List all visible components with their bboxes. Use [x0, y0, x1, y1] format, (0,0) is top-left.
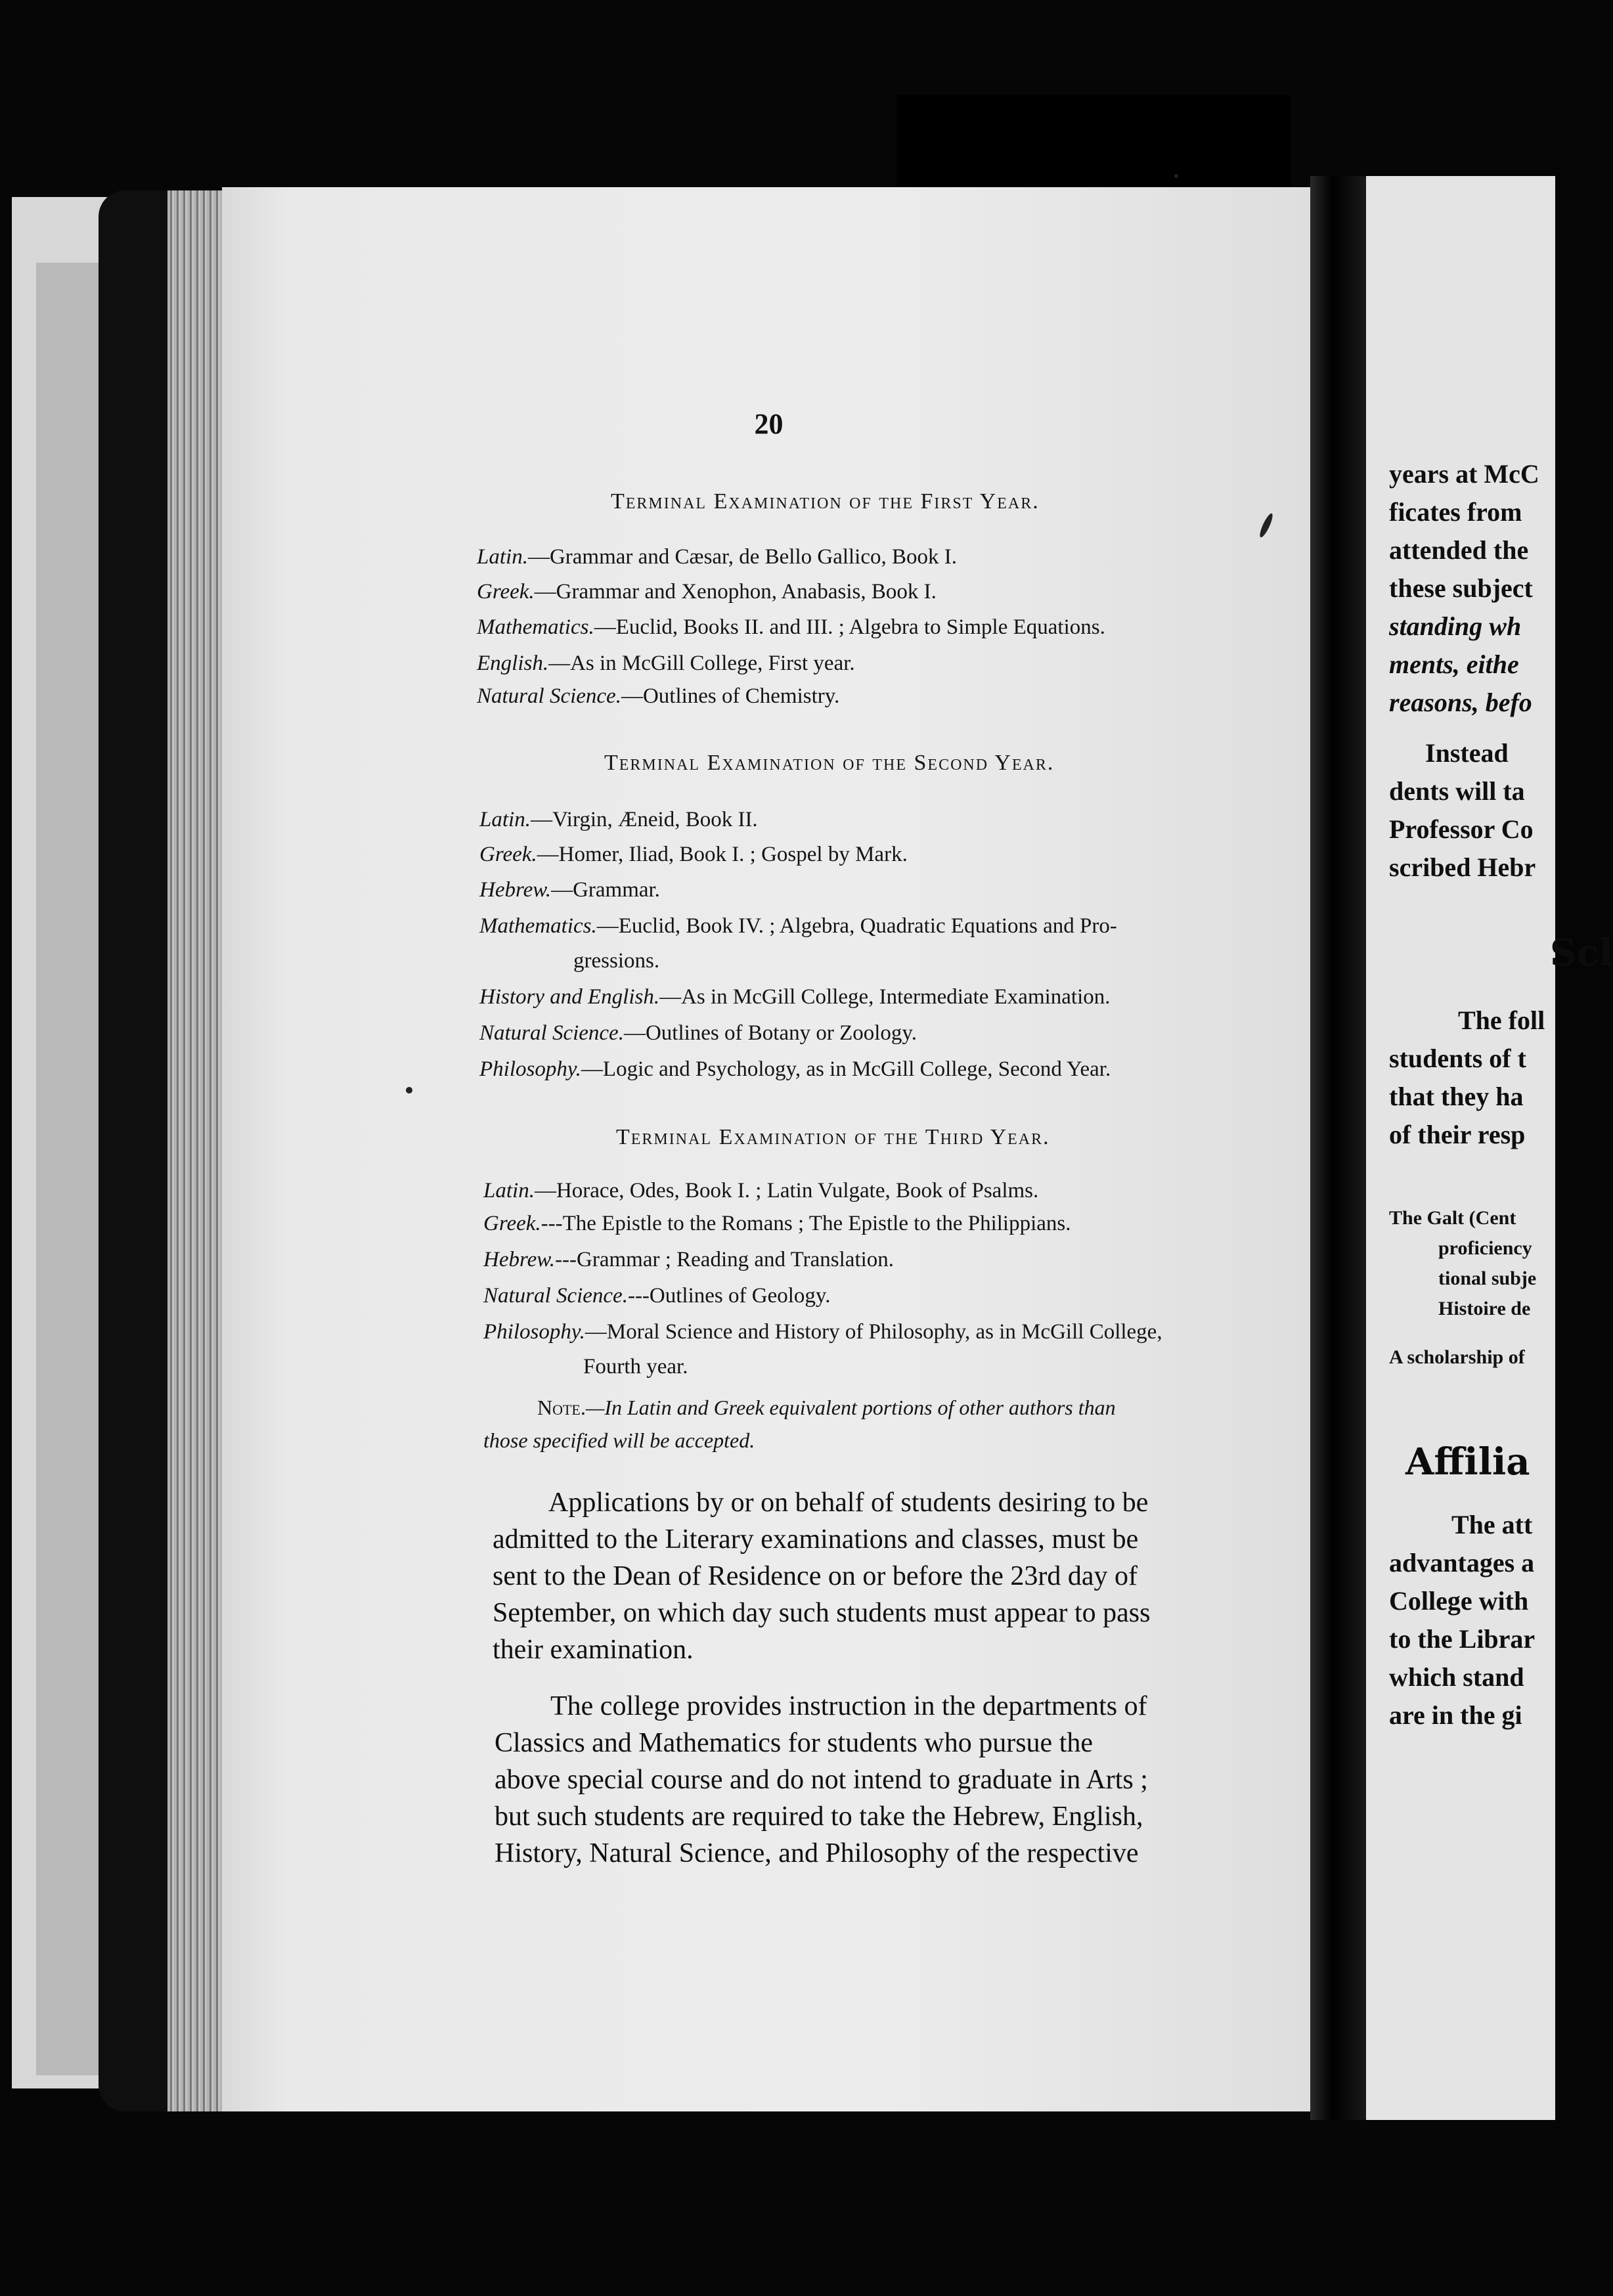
entry-first-latin — [477, 545, 957, 569]
right-line: dents will ta — [1389, 776, 1525, 806]
right-line: Professor Co — [1389, 814, 1534, 844]
note-text: —In Latin and Greek equivalent portions of other authors than — [585, 1396, 1116, 1419]
right-line: students of t — [1389, 1044, 1526, 1073]
entry-text: —As in McGill College, Intermediate Examination. — [659, 985, 1111, 1009]
entry-first-mathematics — [477, 615, 1105, 640]
right-line: Instead — [1425, 738, 1509, 768]
entry-first-natural-science — [477, 684, 839, 709]
section-heading-first-year: Terminal Examination of the First Year. — [611, 489, 1040, 514]
entry-second-philosophy — [479, 1057, 1111, 1082]
right-line: reasons, befo — [1389, 688, 1532, 717]
note-line-2: those specified will be accepted. — [483, 1428, 755, 1452]
left-page — [222, 187, 1315, 2111]
right-line: years at McC — [1389, 459, 1539, 489]
entry-text: —Moral Science and History of Philosophy, as in McGill College, — [585, 1320, 1162, 1344]
entry-first-greek — [477, 580, 937, 604]
right-small-line: proficiency — [1438, 1237, 1532, 1259]
entry-text: —Grammar and Xenophon, Anabasis, Book I. — [534, 580, 937, 604]
subject-label: Natural Science. — [477, 684, 621, 708]
entry-third-philosophy — [483, 1320, 1162, 1344]
entry-text: —Outlines of Botany or Zoology. — [623, 1021, 917, 1045]
entry-second-greek — [479, 843, 908, 867]
entry-third-latin — [483, 1179, 1038, 1203]
paragraph-line: Applications by or on behalf of students desiring to be — [548, 1488, 1149, 1518]
entry-second-natural-science — [479, 1021, 917, 1046]
right-line: of their resp — [1389, 1120, 1526, 1149]
subject-label: Latin. — [479, 808, 531, 831]
subject-label: Greek. — [477, 580, 535, 604]
right-line: to the Librar — [1389, 1624, 1536, 1654]
note-label: Note. — [537, 1396, 586, 1419]
right-small-line: Histoire de — [1438, 1298, 1531, 1319]
right-line: The foll — [1458, 1005, 1545, 1035]
subject-label: Latin. — [483, 1179, 535, 1203]
entry-third-hebrew — [483, 1248, 894, 1272]
entry-text: ---Grammar ; Reading and Translation. — [555, 1248, 895, 1271]
entry-text: —Horace, Odes, Book I. ; Latin Vulgate, Book of Psalms. — [534, 1179, 1039, 1203]
paragraph-line: admitted to the Literary examinations and classes, must be — [493, 1524, 1139, 1555]
subject-label: Natural Science. — [483, 1284, 628, 1308]
subject-label: Philosophy. — [479, 1057, 581, 1081]
paragraph-line: The college provides instruction in the departments of — [550, 1691, 1147, 1721]
entry-text: —Euclid, Books II. and III. ; Algebra to Simple Equations. — [594, 615, 1105, 639]
right-line: scribed Hebr — [1389, 852, 1536, 882]
subject-label: Mathematics. — [479, 914, 597, 938]
entry-third-philosophy-continued: Fourth year. — [583, 1355, 688, 1379]
note-line-1 — [537, 1396, 1116, 1420]
top-shadow — [896, 95, 1291, 194]
paragraph-line: Classics and Mathematics for students who pursue the — [495, 1728, 1093, 1758]
paragraph-line: History, Natural Science, and Philosophy of the respective — [495, 1838, 1139, 1868]
right-line: which stand — [1389, 1662, 1524, 1692]
entry-second-history-english — [479, 985, 1111, 1009]
right-page — [1366, 176, 1613, 2120]
subject-label: Mathematics. — [477, 615, 594, 639]
paragraph-line: above special course and do not intend to graduate in Arts ; — [495, 1765, 1148, 1795]
section-heading-third-year: Terminal Examination of the Third Year. — [616, 1125, 1050, 1149]
right-small-line: A scholarship of — [1389, 1346, 1525, 1368]
entry-text: —Grammar. — [551, 878, 660, 902]
right-line: that they ha — [1389, 1082, 1524, 1111]
right-line: attended the — [1389, 535, 1529, 565]
entry-second-mathematics-continued: gressions. — [573, 949, 660, 973]
entry-second-latin — [479, 808, 758, 832]
left-paper-inner — [36, 263, 99, 2075]
entry-third-natural-science — [483, 1284, 831, 1308]
entry-text: —As in McGill College, First year. — [548, 651, 855, 675]
subject-label: Philosophy. — [483, 1320, 585, 1344]
section-heading-second-year: Terminal Examination of the Second Year. — [604, 751, 1055, 775]
subject-label: English. — [477, 651, 549, 675]
page-edges — [167, 190, 227, 2111]
subject-label: Natural Science. — [479, 1021, 624, 1045]
entry-text: —Euclid, Book IV. ; Algebra, Quadratic Equations and Pro- — [596, 914, 1117, 938]
speck — [406, 1087, 412, 1093]
right-line: College with — [1389, 1586, 1529, 1616]
subject-label: Greek. — [483, 1212, 541, 1235]
entry-third-greek — [483, 1212, 1071, 1236]
entry-text: —Virgin, Æneid, Book II. — [530, 808, 758, 831]
subject-label: Hebrew. — [483, 1248, 556, 1271]
right-line: ments, eithe — [1389, 650, 1519, 679]
right-line: ficates from — [1389, 497, 1522, 527]
entry-text: —Homer, Iliad, Book I. ; Gospel by Mark. — [537, 843, 908, 866]
entry-second-mathematics — [479, 914, 1117, 938]
right-line: standing wh — [1389, 611, 1522, 641]
subject-label: Greek. — [479, 843, 537, 866]
right-small-line: The Galt (Cent — [1389, 1207, 1516, 1229]
right-small-line: tional subje — [1438, 1268, 1537, 1289]
subject-label: Hebrew. — [479, 878, 552, 902]
right-heading-scholarships: Scl — [1550, 931, 1613, 975]
right-heading-affiliation: Affilia — [1405, 1440, 1530, 1484]
entry-text: ---The Epistle to the Romans ; The Epistle to the Philippians. — [541, 1212, 1071, 1235]
entry-text: ---Outlines of Geology. — [627, 1284, 831, 1308]
right-line: are in the gi — [1389, 1700, 1522, 1730]
entry-second-hebrew — [479, 878, 660, 902]
right-line: The att — [1451, 1510, 1533, 1539]
right-line: these subject — [1389, 573, 1533, 603]
entry-text: —Logic and Psychology, as in McGill College, Second Year. — [581, 1057, 1111, 1081]
paragraph-line: but such students are required to take the Hebrew, English, — [495, 1801, 1143, 1832]
paragraph-line: September, on which day such students must appear to pass — [493, 1598, 1151, 1628]
right-line: advantages a — [1389, 1548, 1535, 1578]
paragraph-line: their examination. — [493, 1635, 694, 1665]
book-gutter — [1310, 176, 1366, 2120]
speck — [1174, 174, 1178, 178]
page-number: 20 — [754, 408, 784, 440]
entry-text: —Grammar and Cæsar, de Bello Gallico, Book I. — [527, 545, 957, 569]
subject-label: History and English. — [479, 985, 660, 1009]
pencil-mark — [1258, 512, 1275, 539]
subject-label: Latin. — [477, 545, 528, 569]
entry-first-english — [477, 651, 855, 676]
paragraph-line: sent to the Dean of Residence on or before the 23rd day of — [493, 1561, 1138, 1591]
entry-text: —Outlines of Chemistry. — [621, 684, 840, 708]
